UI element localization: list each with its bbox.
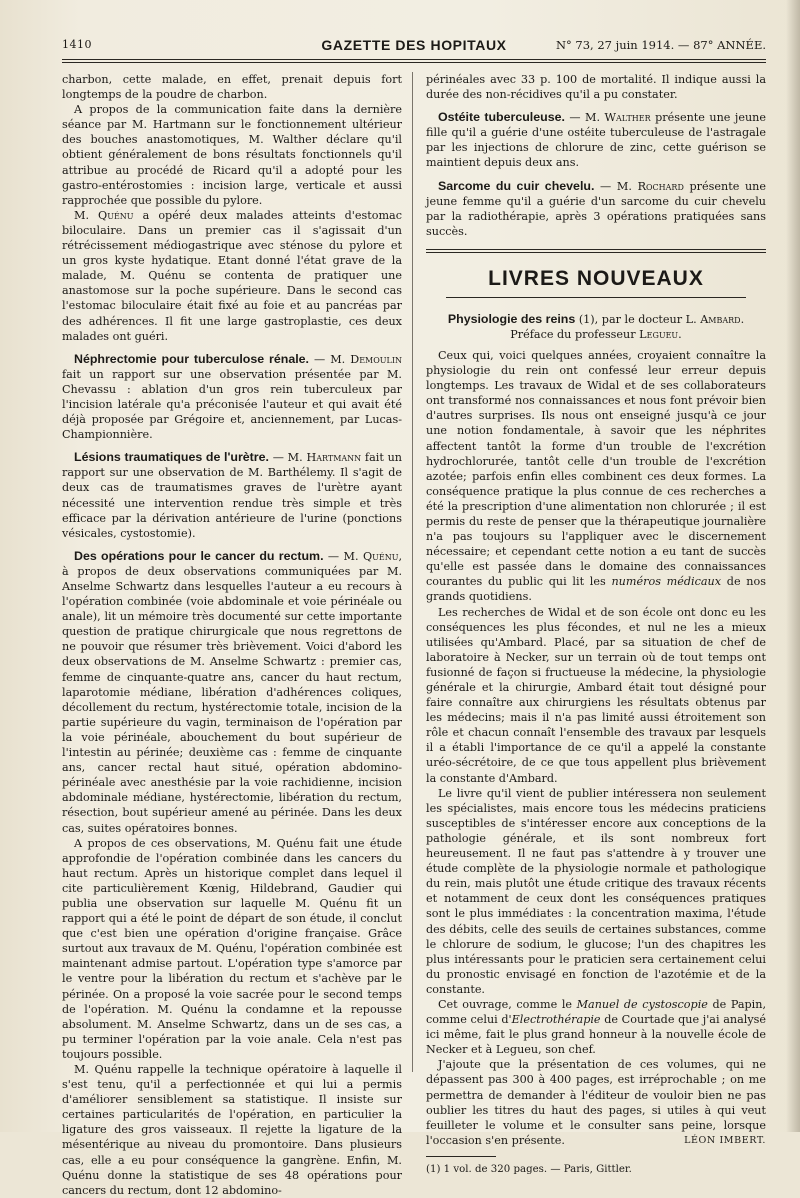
left-column	[62, 72, 402, 1198]
section-title: Ostéite tuberculeuse.	[438, 110, 565, 125]
person-name: M. Quénu	[74, 208, 134, 222]
section-nephrectomie	[62, 352, 402, 443]
author-signature: LÉON IMBERT.	[684, 1134, 766, 1146]
review-text: de Courtade que j'ai analysé ici même, fait le plus grand honneur à la nouvelle école de Necker et à Legueu, son chef.	[426, 1013, 766, 1057]
paragraph: A propos de ces observations, M. Quénu fait une étude approfondie de l'opération combinée dans les cancers du haut rectum. Après un historique complet dans lequel il cite particulièrement Kœnig, Hildebrand, Gaudier qui publia une observation sur laquelle M. Quénu fit un rapport qui a été le point de départ de son étude, il conclut que c'est bien une opération d'origine française. Grâce surtout aux travaux de M. Quénu, l'opération combinée est maintenant admise partout. L'opération type s'amorce par le ventre pour la libération du rectum et s'achève par le périnée. On a proposé la voie sacrée pour le second temps de l'opération. M. Quénu la condamne et la repousse absolument. M. Anselme Schwartz, dans un de ses cas, a pu terminer l'opération par la voie anale. Cela n'est pas toujours possible.	[62, 836, 402, 1061]
section-title: Néphrectomie pour tuberculose rénale.	[74, 351, 309, 366]
right-column	[426, 72, 766, 1176]
section-title: Sarcome du cuir chevelu.	[438, 178, 595, 193]
section-sarcome	[426, 179, 766, 239]
header-rule-bottom	[62, 62, 766, 63]
section-lead: — M.	[594, 179, 638, 193]
book-author: Ambard	[700, 312, 741, 326]
person-name: Quénu	[362, 549, 399, 563]
section-lead: — M.	[268, 451, 307, 465]
section-divider	[426, 249, 766, 253]
book-reference: (1), par le docteur L.	[575, 312, 701, 326]
review-paragraph: Le livre qu'il vient de publier intéressera non seulement les spécialistes, mais encore tous les médecins praticiens susceptibles de s'intéresser encore aux conceptions de la pathologie générale, et ils sont nombreux fort heureusement. Il ne faut pas s'attendre à y trouver une étude complète de la physiologie normale et pathologique du rein, mais plutôt une étude critique des travaux récents et notamment de ceux dont les conséquences pratiques sont le plus immédiates : la concentration maxima, l'étude des débits, celle des seuils de certaines substances, comme le chlorure de sodium, le glucose; l'un des chapitres les plus intéressants pour le praticien sera certainement celui du pronostic envisagé en fonction de l'azotémie et de la constante.	[426, 786, 766, 996]
section-lesions-uretre	[62, 450, 402, 541]
section-lead: — M.	[309, 352, 351, 366]
person-name: Walther	[604, 111, 651, 125]
section-text: , à propos de deux observations communiquées par M. Anselme Schwartz dans lesquelles l'auteur a eu recours à l'opération combinée (voie abdominale et voie périnéale ou anale), lit un mémoire très documenté sur cette importante question de pratique chirurgicale que nous regrettons de ne pouvoir que résumer très brièvement. Voici d'abord les deux observations de M. Anselme Schwartz : premier cas, femme de cinquante-quatre ans, cancer du haut rectum, laparotomie médiane, libération d'adhérences coliques, décollement du rectum, hystérectomie totale, incision de la partie supérieure du vagin, terminaison de l'opération par la voie périnéale, abouchement du bout supérieur de l'intestin au périnée; deuxième cas : femme de cinquante ans, cancer rectal haut situé, opération abdomino-périnéale avec anesthésie par la voie rachidienne, incision abdominale médiane, hystérectomie, libération du rectum, résection, bout supérieur amené au périnée. Dans les deux cas, suites opératoires bonnes.	[62, 549, 403, 835]
preface-author: Legueu	[639, 327, 679, 341]
person-name: Hartmann	[306, 451, 362, 465]
page-number: 1410	[62, 38, 92, 51]
paragraph: périnéales avec 33 p. 100 de mortalité. Il indique aussi la durée des non-récidives qu'il a pu constater.	[426, 73, 766, 102]
paragraph: M. Quénu rappelle la technique opératoire à laquelle il s'est tenu, qu'il a perfectionnée et qui lui a permis d'améliorer sensiblement sa statistique. Il insiste sur certaines particularités de l'opération, en particulier la ligature des gros vaisseaux. Il rejette la ligature de la mésentérique au niveau du promontoire. Dans plusieurs cas, elle a eu pour conséquence la gangrène. Enfin, M. Quénu donne la statistique de ses 48 opérations pour cancers du rectum, dont 12 abdomino-	[62, 1063, 402, 1197]
book-title-line: Physiologie des reins (1), par le docteur L. Ambard.	[447, 311, 745, 326]
section-text: fait un rapport sur une observation de M. Barthélemy. Il s'agit de deux cas de traumatismes graves de l'urètre ayant nécessité une intervention rendue très simple et très efficace par la dérivation antérieure de l'urine (ponctions vésicales, cystostomie).	[62, 451, 402, 540]
review-text: de nos grands quotidiens.	[426, 575, 766, 604]
person-name: Demoulin	[350, 352, 402, 366]
emphasis: Electrothérapie	[511, 1013, 601, 1027]
review-paragraph: Les recherches de Widal et de son école ont donc eu les conséquences les plus fécondes, et nul ne les a mieux utilisées qu'Ambard. Placé, par sa situation de chef de laboratoire à Necker, sur un terrain où de tout temps ont fusionné de façon si fructueuse la médecine, la physiologie générale et la chirurgie, Ambard était tout désigné pour faire connaître aux chirurgiens les résultats obtenus par les médecins; mais il n'a pas limité aussi étroitement son rôle et chacun connaît l'ensemble des travaux par lesquels il a établi l'importance de ce qu'il a appelé la constante uréo-sécrétoire, de ce que tous appellent plus brièvement la constante d'Ambard.	[426, 605, 766, 785]
footnote: (1) 1 vol. de 320 pages. — Paris, Gittler.	[426, 1164, 632, 1175]
book-title: Physiologie des reins	[447, 311, 576, 326]
paragraph: charbon, cette malade, en effet, prenait depuis fort longtemps de la poudre de charbon.	[62, 73, 402, 102]
person-name: Rochard	[637, 179, 684, 193]
section-title: Des opérations pour le cancer du rectum.	[74, 548, 324, 563]
review-paragraph: J'ajoute que la présentation de ces volumes, qui ne dépassent pas 300 à 400 pages, est irréprochable ; on me permettra de demander à l'éditeur de vouloir bien ne pas oublier les titres du haut des pages, si utiles à qui veut feuilleter le volume et le consulter sans peine, lorsque l'occasion s'en présente.	[426, 1058, 766, 1147]
section-text: présente une jeune femme qu'il a guérie d'un sarcome du cuir chevelu par la radiothérapie, après 3 opérations pratiquées sans succès.	[426, 179, 767, 238]
column-separator	[412, 72, 413, 1072]
book-preface: Préface du professeur	[510, 327, 640, 341]
heading-underline	[446, 297, 746, 298]
section-text: fait un rapport sur une observation présentée par M. Chevassu : ablation d'un gros rein tuberculeux par l'incision latérale qu'a préconisée l'auteur et qui avait été déjà proposée par Grégoire et, anciennement, par Lucas-Championnière.	[62, 367, 402, 442]
header-rule-top	[62, 59, 766, 60]
section-lead: — M.	[564, 111, 605, 125]
review-paragraph	[426, 348, 766, 605]
review-text: de Papin, comme celui d'	[426, 997, 767, 1027]
paragraph-text: a opéré deux malades atteints d'estomac biloculaire. Dans un premier cas il s'agissait d'un rétrécissement médiogastrique avec sténose du pylore et un gros kyste hydatique. Etant donné l'état grave de la malade, M. Quénu se contenta de pratiquer une anastomose sur la poche supérieure. Dans le second cas l'estomac biloculaire était fixé au foie et au pancréas par des adhérences. Il fit une large gastroplastie, ces deux malades ont guéri.	[62, 208, 402, 343]
section-osteite	[426, 110, 766, 170]
paragraph: A propos de la communication faite dans la dernière séance par M. Hartmann sur le fonctionnement ultérieur des bouches anastomotiques, M. Walther déclare qu'il obtient généralement de bons résultats fonctionnels qu'il attribue au procédé de Ricard qu'il a adopté pour les gastro-entérostomies : incision large, verticale et aussi rapprochée que possible du pylore.	[62, 103, 402, 207]
footnote-rule	[426, 1156, 496, 1157]
section-title: Lésions traumatiques de l'urètre.	[74, 450, 269, 465]
review-text: Ceux qui, voici quelques années, croyaient connaître la physiologie du rein ont confessé leur erreur depuis longtemps. Les travaux de Widal et de ses collaborateurs ont transformé nos connaissances et nous font prévoir bien d'autres surprises. Ils nous ont enseigné jusqu'à ce jour une notion fondamentale, à savoir que les néphrites affectent tantôt la forme d'un trouble de l'excrétion hydrochlorurée, tantôt celle d'un trouble de l'excrétion azotée; parfois enfin elles combinent ces deux formes. La conséquence pratique la plus connue de ces recherches a été la prescription d'une alimentation non chlorurée ; il est permis du reste de penser que la thérapeutique journalière n'a pas toujours su l'appliquer avec le discernement nécessaire; et cependant cette notion a eu tant de succès qu'elle est passée dans le domaine des connaissances courantes du public qui lit les	[426, 348, 766, 589]
paragraph	[62, 208, 402, 344]
section-lead: — M.	[323, 549, 363, 563]
emphasis: Manuel de cystoscopie	[576, 997, 708, 1011]
issue-info: N° 73, 27 juin 1914. — 87° ANNÉE.	[555, 38, 766, 52]
review-paragraph	[426, 997, 766, 1057]
emphasis: numéros médicaux	[611, 575, 722, 589]
livres-heading: LIVRES NOUVEAUX	[488, 266, 704, 290]
section-cancer-rectum	[62, 549, 402, 836]
section-text: présente une jeune fille qu'il a guérie d'une ostéite tuberculeuse de l'astragale par les injections de chlorure de zinc, cette guérison se maintient depuis deux ans.	[426, 111, 766, 170]
page-header	[62, 38, 766, 58]
book-preface-line: Préface du professeur Legueu.	[510, 327, 682, 341]
page-edge-shadow	[786, 0, 800, 1132]
review-text: Cet ouvrage, comme le	[438, 997, 577, 1011]
journal-title: GAZETTE DES HOPITAUX	[321, 37, 507, 53]
book-heading	[426, 312, 766, 342]
